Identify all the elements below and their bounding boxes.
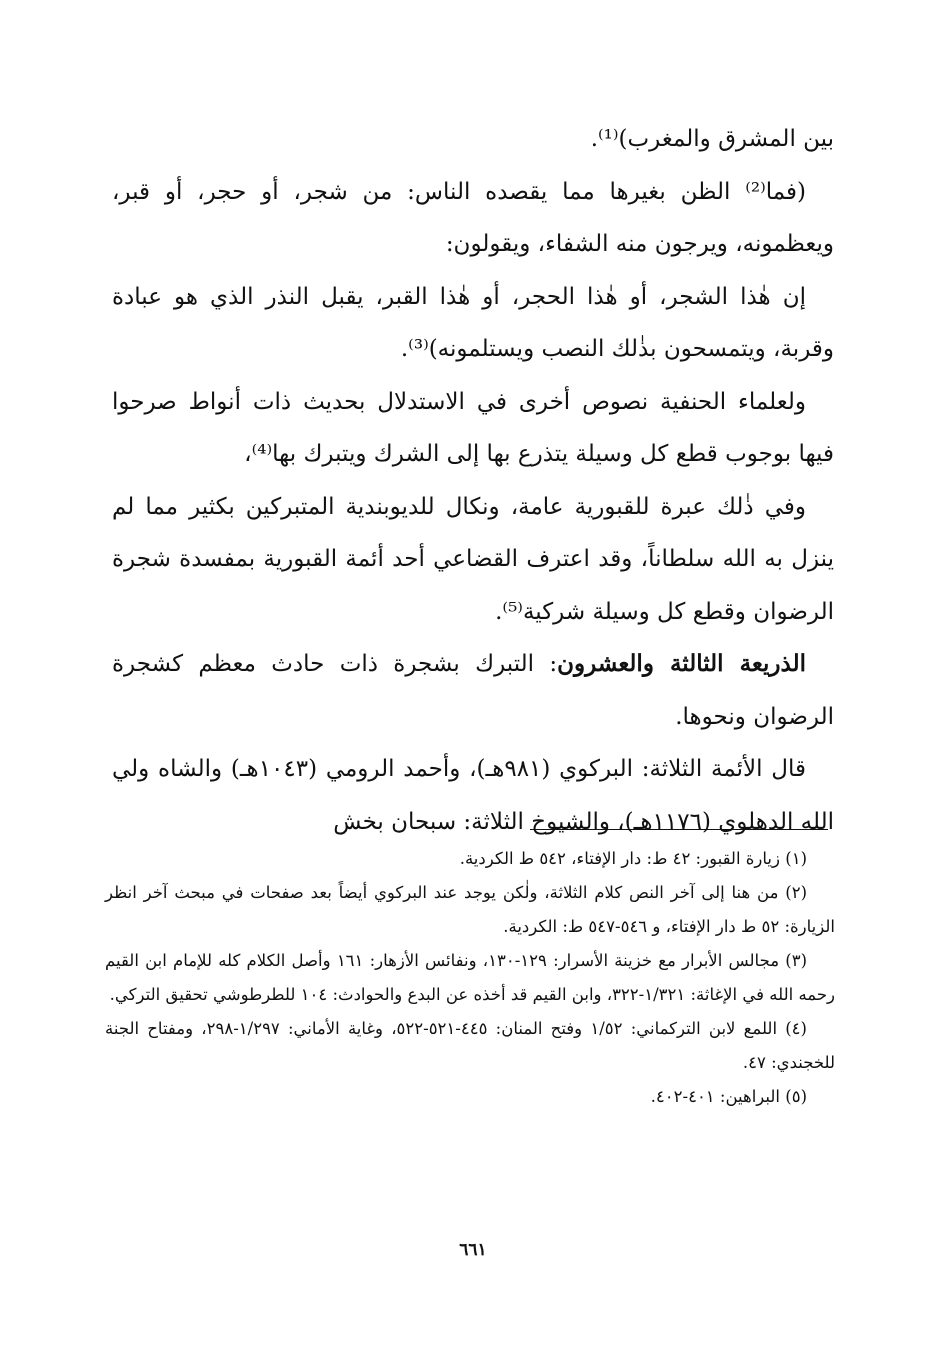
body-paragraph-6: [112, 638, 834, 743]
footnote-4: (٤) اللمع لابن التركماني: ١/٥٢ وفتح المنان: ٤٤٥-٥٢١-٥٢٢، وغاية الأماني: ١/٢٩٧-٢٩٨، ومفتاح الجنة للخجندي: ٤٧.: [105, 1019, 835, 1072]
footnote-divider: [530, 829, 828, 830]
main-text: [112, 113, 834, 848]
footnotes: [105, 842, 835, 1114]
body-paragraph-7: قال الأئمة الثلاثة: البركوي (٩٨١هـ)، وأحمد الرومي (١٠٤٣هـ) والشاه ولي الله الدهلوي (١١٧٦هـ)، والشيوخ الثلاثة: سبحان بخش: [112, 756, 834, 835]
body-paragraph-3: إن هٰذا الشجر، أو هٰذا الحجر، أو هٰذا القبر، يقبل النذر الذي هو عبادة وقربة، ويتمسحون بذٰلك النصب ويستلمونه)⁽³⁾.: [112, 283, 834, 362]
body-paragraph-2: (فما⁽²⁾ الظن بغيرها مما يقصده الناس: من شجر، أو حجر، أو قبر، ويعظمونه، ويرجون منه الشفاء، ويقولون:: [112, 178, 834, 257]
page-number: ٦٦١: [459, 1240, 487, 1260]
body-paragraph-5: وفي ذٰلك عبرة للقبورية عامة، ونكال للديوبندية المتبركين بكثير مما لم ينزل به الله سلطاناً، وقد اعترف القضاعي أحد أئمة القبورية بمفسدة شجرة الرضوان وقطع كل وسيلة شركية⁽⁵⁾.: [112, 493, 834, 625]
footnote-3: (٣) مجالس الأبرار مع خزينة الأسرار: ١٢٩-١٣٠، ونفائس الأزهار: ١٦١ وأصل الكلام كله للإمام ابن القيم رحمه الله في الإغاثة: ١/٣٢١-٣٢٢، وابن القيم قد أخذه عن البدع والحوادث: ١٠٤ للطرطوشي تحقيق التركي.: [105, 951, 835, 1004]
footnote-5: (٥) البراهين: ٤٠١-٤٠٢.: [650, 1087, 807, 1106]
body-paragraph-1: بين المشرق والمغرب)⁽¹⁾.: [590, 126, 834, 152]
body-paragraph-4: ولعلماء الحنفية نصوص أخرى في الاستدلال بحديث ذات أنواط صرحوا فيها بوجوب قطع كل وسيلة يتذرع بها إلى الشرك ويتبرك بها⁽⁴⁾،: [112, 388, 834, 467]
section-heading: الذريعة الثالثة والعشرون: [557, 650, 806, 677]
section-heading-text: : التبرك بشجرة ذات حادث معظم كشجرة الرضوان ونحوها.: [112, 651, 834, 730]
footnote-2: (٢) من هنا إلى آخر النص كلام الثلاثة، ولٰكن يوجد عند البركوي أيضاً بعد صفحات في مبحث آخر انظر الزيارة: ٥٢ ط دار الإفتاء، و ٥٤٦-٥٤٧ ط: الكردية.: [105, 883, 835, 936]
footnote-1: (١) زيارة القبور: ٤٢ ط: دار الإفتاء، ٥٤٢ ط الكردية.: [459, 849, 807, 868]
